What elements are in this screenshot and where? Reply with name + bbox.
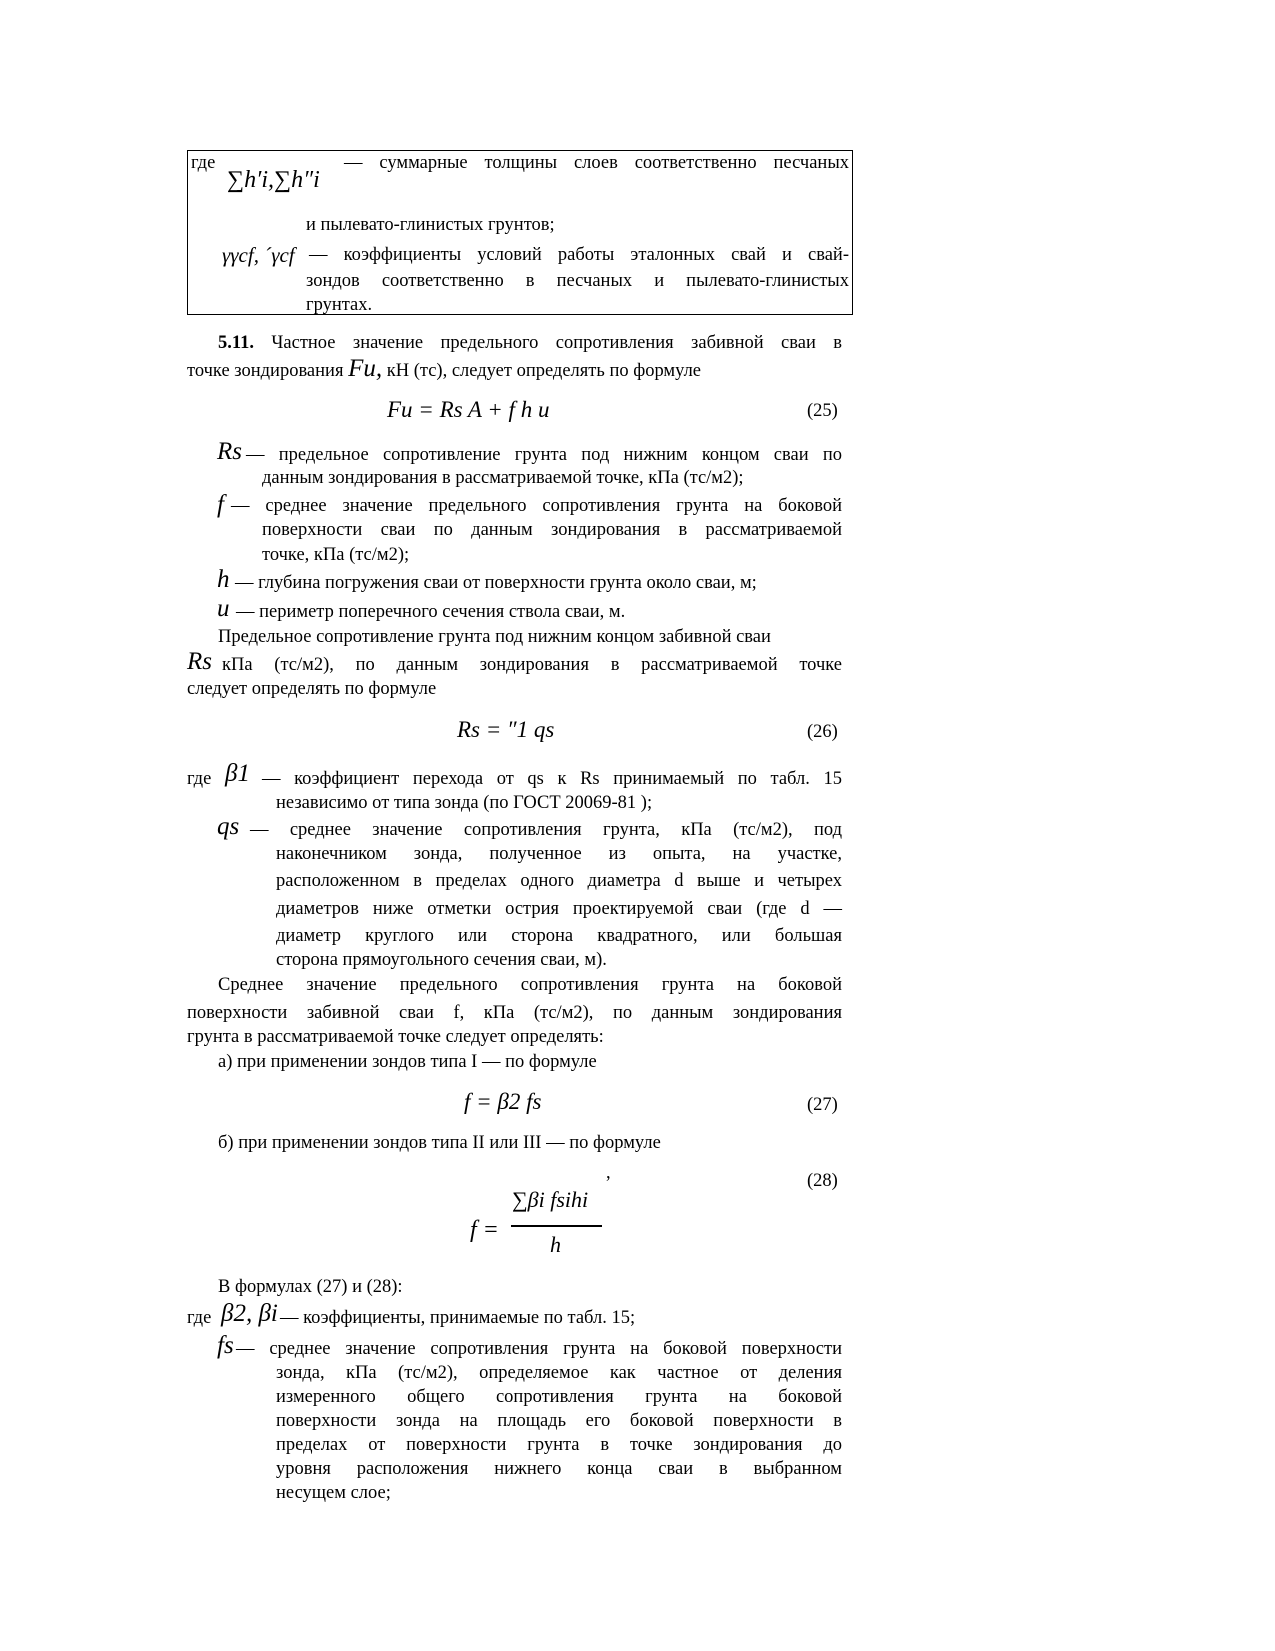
- fs-def-line-3: измеренного общего сопротивления грунта на боковой: [276, 1387, 842, 1407]
- equation-25: Fu = Rs A + f h u: [387, 397, 550, 422]
- section-line-2-pre: точке зондирования: [187, 361, 344, 381]
- f-para-line-1: Среднее значение предельного сопротивления грунта на боковой: [218, 975, 842, 995]
- box-line-4: зондов соответственно в песчаных и пылевато-глинистых: [306, 271, 849, 291]
- equation-28-number: (28): [807, 1171, 838, 1191]
- item-a: а) при применении зондов типа I — по формуле: [218, 1052, 597, 1072]
- box-line-1: — суммарные толщины слоев соответственно песчаных: [344, 153, 849, 173]
- fs-def-line-5: пределах от поверхности грунта в точке зондирования до: [276, 1435, 842, 1455]
- equation-28-numerator: ∑βi fsihi: [512, 1187, 589, 1212]
- f-variable: f: [217, 491, 224, 518]
- equation-28-lhs: f =: [470, 1217, 499, 1243]
- h-variable: h: [217, 566, 230, 593]
- qs-def-line-6: сторона прямоугольного сечения сваи, м).: [276, 950, 607, 970]
- f-def-line-3: точке, кПа (тс/м2);: [262, 545, 410, 565]
- section-number: 5.11.: [218, 333, 254, 353]
- equation-28-comma: ,: [606, 1163, 611, 1183]
- box-where-label: где: [191, 153, 216, 173]
- equation-25-number: (25): [807, 401, 838, 421]
- beta1-variable: β1: [225, 760, 250, 787]
- fraction-bar: [511, 1225, 602, 1227]
- qs-def-line-4: диаметров ниже отметки острия проектируемой сваи (где d —: [276, 899, 842, 919]
- box-line-5: грунтах.: [306, 295, 373, 315]
- rs-def-line-2: данным зондирования в рассматриваемой точке, кПа (тс/м2);: [262, 468, 744, 488]
- final-where: где: [187, 1308, 212, 1328]
- box-line-2: и пылевато-глинистых грунтов;: [306, 215, 555, 235]
- qs-def-line-1: — среднее значение сопротивления грунта, кПа (тс/м2), под: [250, 820, 842, 840]
- u-variable: u: [217, 595, 230, 622]
- rs-para-line-1: Предельное сопротивление грунта под нижним концом забивной сваи: [218, 627, 771, 647]
- final-intro: В формулах (27) и (28):: [218, 1277, 403, 1297]
- defs26-where: где: [187, 769, 212, 789]
- section-line-2: [187, 357, 701, 383]
- u-def-line: — периметр поперечного сечения ствола сваи, м.: [236, 602, 626, 622]
- equation-28-denominator: h: [550, 1232, 561, 1257]
- fs-def-line-2: зонда, кПа (тс/м2), определяемое как частное от деления: [276, 1363, 842, 1383]
- h-def-line: — глубина погружения сваи от поверхности грунта около сваи, м;: [235, 573, 757, 593]
- qs-def-line-2: наконечником зонда, полученное из опыта, на участке,: [276, 844, 842, 864]
- rs-para-line-2: кПа (тс/м2), по данным зондирования в рассматриваемой точке: [222, 655, 842, 675]
- f-def-line-1: — среднее значение предельного сопротивления грунта на боковой: [231, 496, 842, 516]
- equation-27-number: (27): [807, 1095, 838, 1115]
- fs-def-line-7: несущем слое;: [276, 1483, 391, 1503]
- equation-27: f = β2 fs: [464, 1089, 542, 1114]
- f-def-line-2: поверхности сваи по данным зондирования в рассматриваемой: [262, 520, 842, 540]
- rs-para-line-3: следует определять по формуле: [187, 679, 437, 699]
- beta1-def-line-2: независимо от типа зонда (по ГОСТ 20069-81 );: [276, 793, 653, 813]
- item-b: б) при применении зондов типа II или III — по формуле: [218, 1133, 661, 1153]
- f-para-line-2: поверхности забивной сваи f, кПа (тс/м2), по данным зондирования: [187, 1003, 842, 1023]
- section-line-1-text: Частное значение предельного сопротивления забивной сваи в: [271, 333, 842, 353]
- fs-variable: fs: [217, 1332, 234, 1359]
- box-line-3: — коэффициенты условий работы эталонных свай и свай-: [309, 245, 849, 265]
- beta1-def-line-1: — коэффициент перехода от qs к Rs принимаемый по табл. 15: [262, 769, 842, 789]
- equation-26-number: (26): [807, 722, 838, 742]
- fs-def-line-6: уровня расположения нижнего конца сваи в выбранном: [276, 1459, 842, 1479]
- sum-formula: ∑h′i,∑h″i: [227, 167, 320, 193]
- equation-26: Rs = ″1 qs: [457, 717, 555, 742]
- rs-variable: Rs: [217, 438, 242, 465]
- rs-para-variable: Rs: [187, 648, 212, 675]
- beta-def-line: — коэффициенты, принимаемые по табл. 15;: [280, 1308, 636, 1328]
- section-line-2-post: кН (тс), следует определять по формуле: [386, 361, 702, 381]
- qs-def-line-5: диаметр круглого или сторона квадратного, или большая: [276, 926, 842, 946]
- qs-variable: qs: [217, 813, 240, 840]
- f-para-line-3: грунта в рассматриваемой точке следует определять:: [187, 1027, 604, 1047]
- fs-def-line-1: — среднее значение сопротивления грунта на боковой поверхности: [236, 1339, 842, 1359]
- gamma-formula: γγcf, ´γcf: [222, 243, 295, 267]
- beta2-betai-variables: β2, βi: [221, 1300, 278, 1327]
- fu-variable: Fu,: [348, 355, 383, 382]
- qs-def-line-3: расположенном в пределах одного диаметра d выше и четырех: [276, 871, 842, 891]
- rs-def-line-1: — предельное сопротивление грунта под нижним концом сваи по: [246, 445, 842, 465]
- fs-def-line-4: поверхности зонда на площадь его боковой поверхности в: [276, 1411, 842, 1431]
- section-line-1: [218, 331, 842, 355]
